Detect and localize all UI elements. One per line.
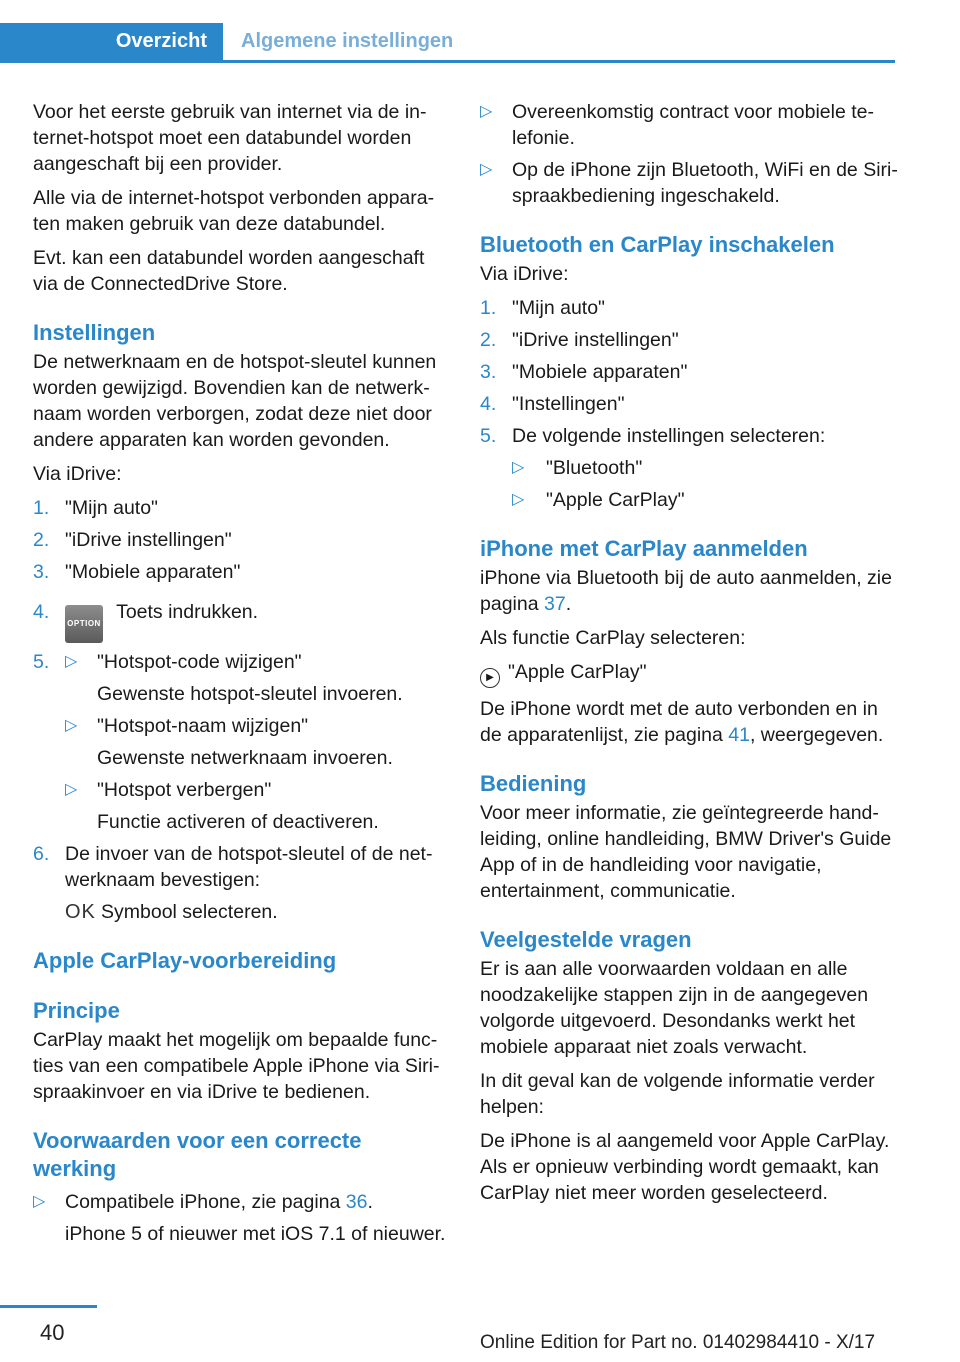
- item-text: Op de iPhone zijn Bluetooth, WiFi en de Siri-spraakbediening ingeschakeld.: [512, 159, 898, 207]
- bediening-text: Voor meer informatie, zie geïntegreerde handleiding, online handleiding, BMW Driver's Guide App of in de handleiding voor navigatie, entertainment, communicatie.: [480, 802, 892, 902]
- list-item: [480, 295, 900, 321]
- carplay-heading: Apple CarPlay-voorbereiding: [33, 948, 337, 973]
- list-item: [65, 649, 448, 707]
- option-note: Gewenste hotspot-sleutel invoeren.: [97, 683, 403, 705]
- page-reference-link[interactable]: 37: [543, 593, 566, 615]
- bluetooth-steps: [480, 295, 900, 513]
- option-note: Gewenste netwerknaam invoeren.: [97, 747, 393, 769]
- item-text: Overeenkomstig contract voor mobiele telefonie.: [512, 101, 874, 149]
- item-text-end: .: [367, 1191, 373, 1213]
- list-item: [480, 327, 900, 353]
- list-item: [33, 649, 448, 835]
- aanmelden-paragraph-4: [480, 696, 900, 748]
- voorwaarden-heading: Voorwaarden voor een correcte werking: [33, 1128, 362, 1181]
- step-note-text: Symbool selecteren.: [101, 901, 278, 923]
- item-text: Compatibele iPhone, zie pagina: [65, 1191, 346, 1213]
- hotspot-options: [65, 649, 448, 835]
- aanmelden-paragraph-1: [480, 565, 900, 617]
- step-text: "Mobiele apparaten": [65, 561, 241, 583]
- list-item: [65, 777, 448, 835]
- instellingen-heading: Instellingen: [33, 320, 156, 345]
- option-button-icon: OPTION: [65, 605, 103, 643]
- list-item: [65, 713, 448, 771]
- faq-paragraph-1: Er is aan alle voorwaarden voldaan en alle noodzakelijke stappen zijn in de aangegeven volgorde uitgevoerd. Desondanks werkt het mobiele apparaat niet zoals verwacht.: [480, 958, 869, 1058]
- bediening-heading: Bediening: [480, 771, 587, 796]
- triangle-bullet-icon: ▷: [480, 161, 493, 178]
- triangle-bullet-icon: ▷: [512, 459, 525, 476]
- list-item: [480, 391, 900, 417]
- list-item: [480, 99, 900, 151]
- page-reference-link[interactable]: 41: [728, 724, 750, 746]
- text: "Apple CarPlay": [508, 661, 647, 683]
- list-item: [480, 157, 900, 209]
- footer-divider: [0, 1305, 97, 1308]
- principe-heading: Principe: [33, 998, 120, 1023]
- triangle-bullet-icon: ▷: [65, 781, 78, 798]
- bluetooth-heading: Bluetooth en CarPlay inschakelen: [480, 232, 835, 257]
- list-item: [512, 487, 900, 513]
- step-number: 2.: [480, 329, 497, 351]
- list-item: [480, 359, 900, 385]
- instellingen-text: De netwerknaam en de hotspot-sleutel kunnen worden gewijzigd. Bovendien kan de netwerknaam worden verborgen, zodat deze niet door andere apparaten kan worden gevonden.: [33, 351, 437, 451]
- left-column: [33, 99, 448, 1253]
- text: iPhone via Bluetooth bij de auto aanmelden, zie pagina: [480, 567, 892, 615]
- step-number: 5.: [480, 425, 497, 447]
- intro-paragraph-2: Alle via de internet-hotspot verbonden apparaten maken gebruik van deze databundel.: [33, 187, 435, 235]
- intro-paragraph-1: Voor het eerste gebruik van internet via de internet-hotspot moet een databundel worden aangeschaft bij een provider.: [33, 101, 427, 175]
- via-idrive-label: Via iDrive:: [480, 263, 569, 285]
- step-text: "Mijn auto": [65, 497, 158, 519]
- right-column: [480, 99, 900, 1214]
- principe-text: CarPlay maakt het mogelijk om bepaalde functies van een compatibele Apple iPhone via Siri-spraakinvoer en via iDrive te bedienen.: [33, 1029, 440, 1103]
- option-label: "Hotspot verbergen": [97, 779, 272, 801]
- list-item: [33, 559, 448, 585]
- step-text: De invoer van de hotspot-sleutel of de netwerknaam bevestigen:: [65, 843, 433, 891]
- item-note: iPhone 5 of nieuwer met iOS 7.1 of nieuwer.: [65, 1223, 446, 1245]
- aanmelden-heading: iPhone met CarPlay aanmelden: [480, 536, 808, 561]
- step-text: "Instellingen": [512, 393, 625, 415]
- faq-paragraph-2: In dit geval kan de volgende informatie verder helpen:: [480, 1070, 875, 1118]
- list-item: [33, 841, 448, 925]
- step-text: "Mobiele apparaten": [512, 361, 688, 383]
- step-number: 3.: [480, 361, 497, 383]
- faq-heading: Veelgestelde vragen: [480, 927, 692, 952]
- list-item: [512, 455, 900, 481]
- list-item: [480, 423, 900, 513]
- page-reference-link[interactable]: 36: [345, 1191, 368, 1213]
- tab-algemene-instellingen[interactable]: Algemene instellingen: [241, 30, 454, 52]
- triangle-bullet-icon: ▷: [480, 103, 493, 120]
- step-number: 2.: [33, 529, 50, 551]
- header-tabbar: [0, 23, 895, 63]
- text-end: , weergegeven.: [749, 724, 884, 746]
- instellingen-steps: [33, 495, 448, 925]
- step-text: "iDrive instellingen": [65, 529, 232, 551]
- edition-note: Online Edition for Part no. 01402984410 - X/17: [480, 1332, 876, 1353]
- aanmelden-paragraph-2: Als functie CarPlay selecteren:: [480, 627, 746, 649]
- step-number: 5.: [33, 651, 50, 673]
- step-text: "iDrive instellingen": [512, 329, 679, 351]
- option-note: Functie activeren of deactiveren.: [97, 811, 379, 833]
- step-number: 4.: [480, 393, 497, 415]
- voorwaarden-list: [33, 1189, 448, 1247]
- aanmelden-paragraph-3: [480, 659, 900, 688]
- step-note: [65, 899, 448, 925]
- triangle-bullet-icon: ▷: [65, 653, 78, 670]
- list-item: [33, 495, 448, 521]
- voorwaarden-list-continued: [480, 99, 900, 209]
- page-number: 40: [40, 1320, 65, 1345]
- step-number: 3.: [33, 561, 50, 583]
- intro-paragraph-3: Evt. kan een databundel worden aangeschaft via de ConnectedDrive Store.: [33, 247, 425, 295]
- triangle-bullet-icon: ▷: [65, 717, 78, 734]
- step-number: 4.: [33, 601, 50, 623]
- faq-paragraph-3: De iPhone is al aangemeld voor Apple CarPlay. Als er opnieuw verbinding wordt gemaakt, kan CarPlay niet meer worden geselecteerd.: [480, 1130, 890, 1204]
- list-item: [33, 1189, 448, 1247]
- option-label: "Bluetooth": [546, 457, 643, 479]
- text: De iPhone wordt met de auto verbonden en in de apparatenlijst, zie pagina: [480, 698, 878, 746]
- option-label: "Hotspot-code wijzigen": [97, 651, 302, 673]
- list-item: [33, 599, 448, 643]
- text-end: .: [565, 593, 572, 615]
- list-item: [33, 527, 448, 553]
- tab-overzicht[interactable]: Overzicht: [0, 23, 223, 60]
- triangle-bullet-icon: ▷: [512, 491, 525, 508]
- via-idrive-label: Via iDrive:: [33, 463, 122, 485]
- ok-icon: OK: [65, 901, 96, 923]
- step-number: 1.: [480, 297, 497, 319]
- bluetooth-options: [512, 455, 900, 513]
- triangle-bullet-icon: ▷: [33, 1193, 46, 1210]
- play-circle-icon: ▶: [480, 668, 500, 688]
- step-number: 1.: [33, 497, 50, 519]
- step-number: 6.: [33, 843, 50, 865]
- option-label: "Apple CarPlay": [546, 489, 685, 511]
- step-text: Toets indrukken.: [111, 601, 259, 623]
- step-text: De volgende instellingen selecteren:: [512, 425, 826, 447]
- step-text: "Mijn auto": [512, 297, 605, 319]
- option-label: "Hotspot-naam wijzigen": [97, 715, 309, 737]
